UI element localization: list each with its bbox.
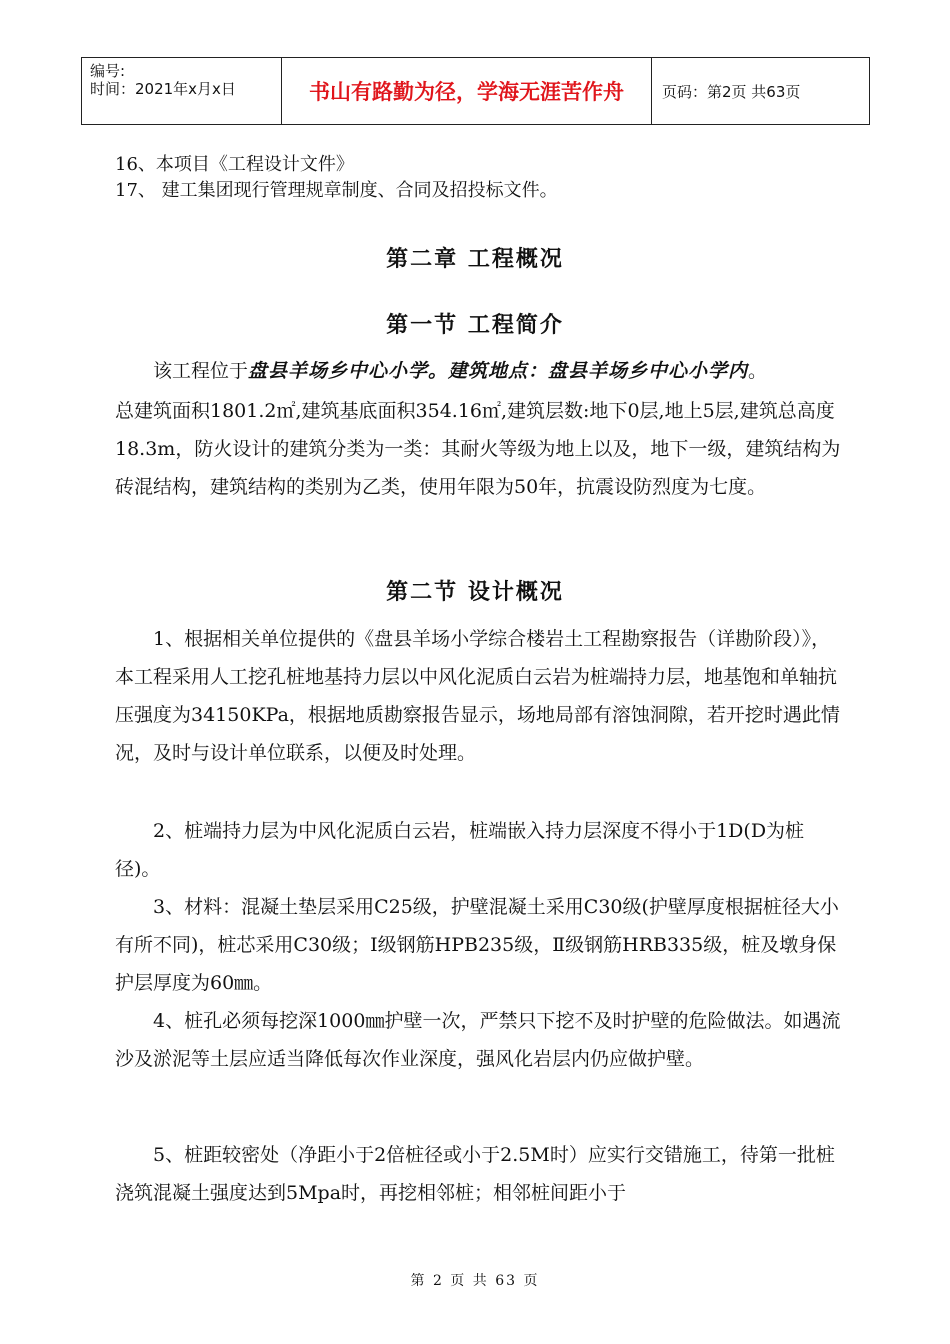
- list-item-16: 16、本项目《工程设计文件》: [115, 154, 354, 175]
- design-item-3: 3、材料：混凝土垫层采用C25级，护壁混凝土采用C30级(护壁厚度根据桩径大小有所不同)，桩芯采用C30级；Ⅰ级钢筋HPB235级，Ⅱ级钢筋HRB335级，桩及墩身保护层厚度为60㎜。: [115, 896, 839, 994]
- intro-prefix: 该工程位于: [153, 360, 249, 382]
- time-label: 时间：2021年x月x日: [90, 80, 236, 98]
- list-item-17: 17、 建工集团现行管理规章制度、合同及招投标文件。: [115, 180, 558, 201]
- page-footer: 第 2 页 共 63 页: [410, 1273, 540, 1289]
- design-item-2: 2、桩端持力层为中风化泥质白云岩，桩端嵌入持力层深度不得小于1D(D为桩径)。: [115, 820, 805, 880]
- section1-body: 总建筑面积1801.2㎡,建筑基底面积354.16㎡,建筑层数:地下0层,地上5层,建筑总高度18.3m，防火设计的建筑分类为一类：其耐火等级为地上以及，地下一级，建筑结构为砖混结构，建筑结构的类别为乙类，使用年限为50年，抗震设防烈度为七度。: [115, 400, 841, 498]
- header-table: [81, 57, 870, 125]
- design-item-4: 4、桩孔必须每挖深1000㎜护壁一次，严禁只下挖不及时护壁的危险做法。如遇流沙及淤泥等土层应适当降低每次作业深度，强风化岩层内仍应做护壁。: [115, 1010, 841, 1070]
- motto: 书山有路勤为径，学海无涯苦作舟: [282, 58, 652, 124]
- section1-paragraph: [115, 352, 845, 390]
- number-label: 编号:: [90, 62, 126, 80]
- header-left-cell: [82, 58, 282, 124]
- design-item-5: 5、桩距较密处（净距小于2倍桩径或小于2.5M时）应实行交错施工，待第一批桩浇筑混凝土强度达到5Mpa时，再挖相邻桩；相邻桩间距小于: [115, 1144, 835, 1204]
- section1-title: 第一节 工程简介: [386, 312, 564, 338]
- page-info: 页码：第2页 共63页: [662, 82, 801, 101]
- intro-suffix: 。: [748, 360, 768, 382]
- design-item-1: 1、根据相关单位提供的《盘县羊场小学综合楼岩土工程勘察报告（详勘阶段）》，本工程采用人工挖孔桩地基持力层以中风化泥质白云岩为桩端持力层，地基饱和单轴抗压强度为34150KPa，根据地质勘察报告显示，场地局部有溶蚀洞隙，若开挖时遇此情况，及时与设计单位联系，以便及时处理。: [115, 628, 840, 764]
- section2-title: 第二节 设计概况: [386, 579, 564, 605]
- chapter-title: 第二章 工程概况: [386, 246, 564, 272]
- intro-emphasis: 盘县羊场乡中心小学。建筑地点：盘县羊场乡中心小学内: [248, 360, 749, 382]
